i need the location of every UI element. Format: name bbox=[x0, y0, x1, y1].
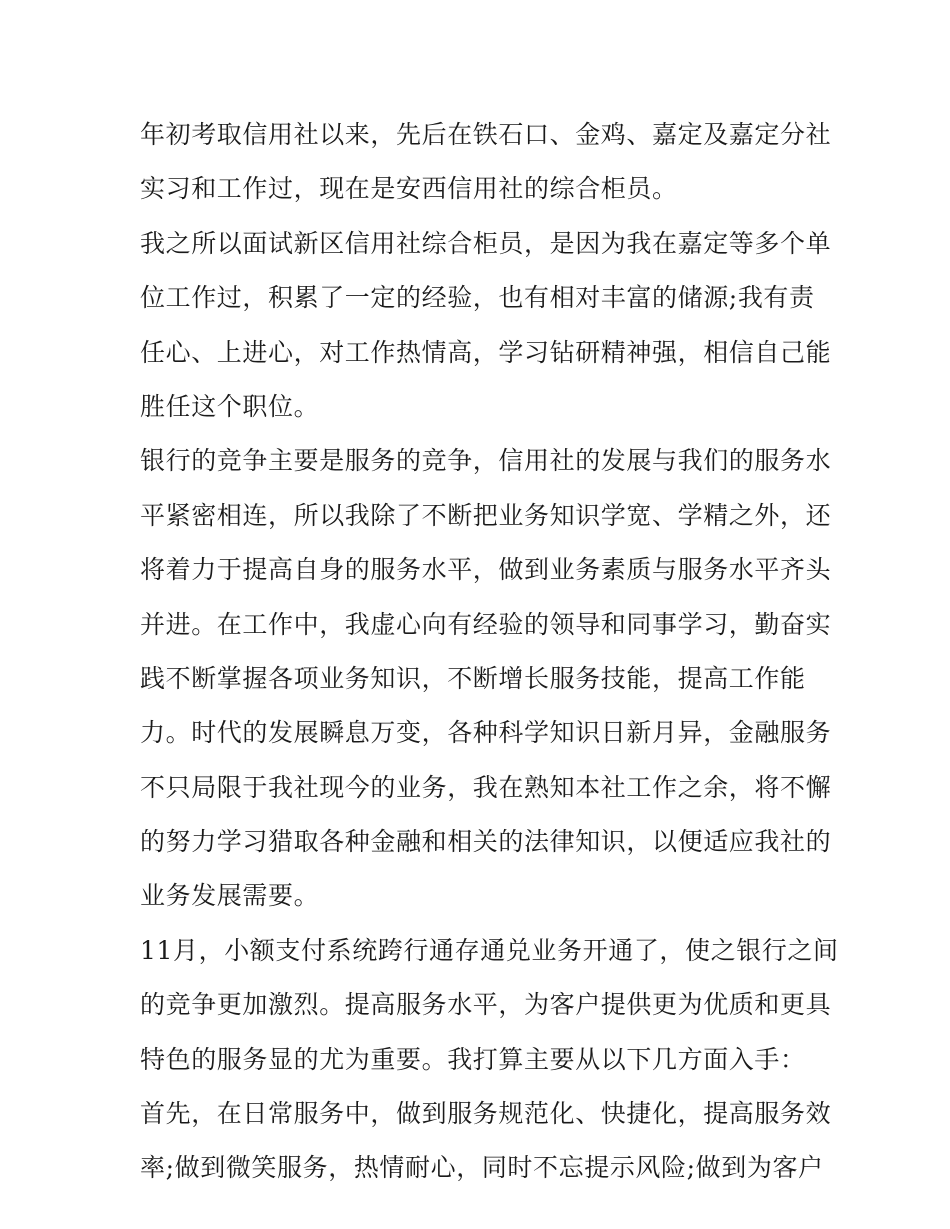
text-line: 业务发展需要。 bbox=[140, 881, 320, 911]
text-line: 首先，在日常服务中，做到服务规范化、快捷化，提高服务效 bbox=[140, 1099, 832, 1129]
text-line: 的努力学习猎取各种金融和相关的法律知识，以便适应我社的 bbox=[140, 827, 832, 857]
text-line: 实习和工作过，现在是安西信用社的综合柜员。 bbox=[140, 174, 678, 204]
text-line: 任心、上进心，对工作热情高，学习钻研精神强，相信自己能 bbox=[140, 337, 832, 367]
text-line: 将着力于提高自身的服务水平，做到业务素质与服务水平齐头 bbox=[140, 555, 832, 585]
text-line: 并进。在工作中，我虚心向有经验的领导和同事学习，勤奋实 bbox=[140, 609, 832, 639]
text-line: 力。时代的发展瞬息万变，各种科学知识日新月异，金融服务 bbox=[140, 718, 832, 748]
text-line: 位工作过，积累了一定的经验，也有相对丰富的储源;我有责 bbox=[140, 283, 815, 313]
text-line: 的竞争更加激烈。提高服务水平，为客户提供更为优质和更具 bbox=[140, 990, 832, 1020]
text-line: 不只局限于我社现今的业务，我在熟知本社工作之余，将不懈 bbox=[140, 772, 832, 802]
text-line: 践不断掌握各项业务知识，不断增长服务技能，提高工作能 bbox=[140, 663, 806, 693]
body-text bbox=[140, 108, 839, 1196]
text-line: 平紧密相连，所以我除了不断把业务知识学宽、学精之外，还 bbox=[140, 500, 832, 530]
text-line: 特色的服务显的尤为重要。我打算主要从以下几方面入手： bbox=[140, 1044, 806, 1074]
text-line: 年初考取信用社以来，先后在铁石口、金鸡、嘉定及嘉定分社 bbox=[140, 120, 832, 149]
text-line: 率;做到微笑服务，热情耐心，同时不忘提示风险;做到为客户 bbox=[140, 1153, 824, 1183]
text-line: 银行的竞争主要是服务的竞争，信用社的发展与我们的服务水 bbox=[140, 446, 832, 476]
text-line: 我之所以面试新区信用社综合柜员，是因为我在嘉定等多个单 bbox=[140, 228, 832, 258]
text-line: 胜任这个职位。 bbox=[140, 391, 320, 421]
text-line: 11月，小额支付系统跨行通存通兑业务开通了，使之银行之间 bbox=[140, 935, 839, 965]
